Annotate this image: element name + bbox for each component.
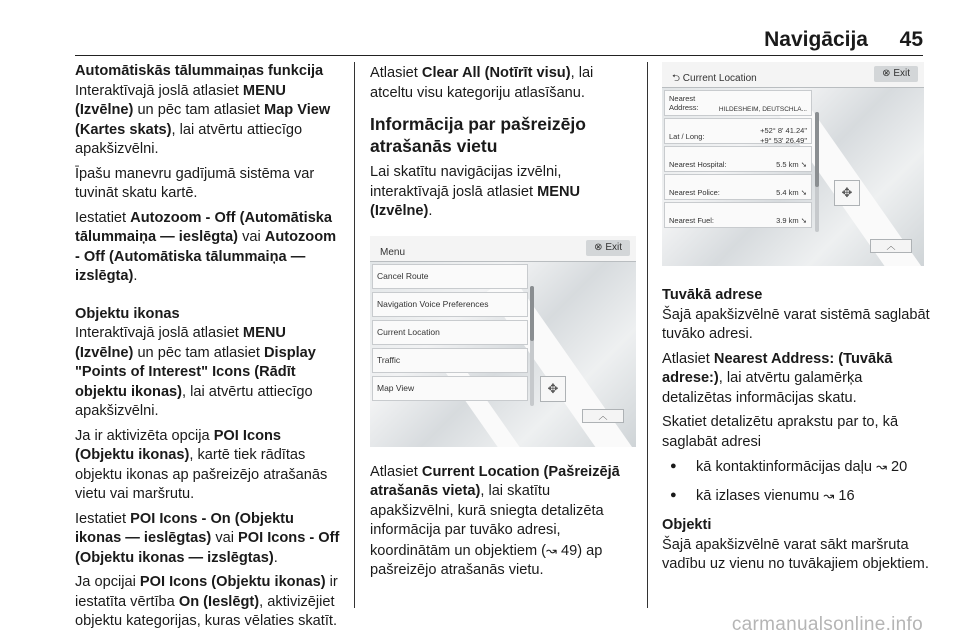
paragraph: Ja opcijai POI Icons (Objektu ikonas) ir iestatīta vērtība On (Ieslēgt), aktivizējiet objektu kategorijas, kuras vēlaties skatīt. [75,574,338,629]
section-heading-autozoom: Automātiskās tālummaiņas funkcija [75,63,324,79]
paragraph: Ja ir aktivizēta opcija POI Icons (Objektu ikonas), kartē tiek rādītas objektu ikonas ap pašreizējo atrašanās vietu vai maršrutu. [75,427,328,502]
menu-item-current-location[interactable]: Current Location [372,320,528,345]
section-heading-nearest-address: Tuvākā adrese [662,287,763,303]
paragraph: Šajā apakšizvēlnē varat sistēmā saglabāt tuvāko adresi. [662,306,930,342]
scrollbar-thumb[interactable] [530,286,534,341]
section-heading-current-location: Informācija par pašreizējo atrašanās vietu [370,114,586,156]
nearest-address-row[interactable] [664,90,812,116]
paragraph: Atlasiet Clear All (Notīrīt visu), lai atceltu visu kategoriju atlasīšanu. [370,65,594,101]
paragraph: Skatiet detalizētu aprakstu par to, kā saglabāt adresi [662,414,899,450]
column-3 [662,62,932,580]
list-item: ● kā izlases vienumu ↝ 16 [662,486,932,507]
reference-arrow-icon: ↝ [876,459,887,474]
compass-icon[interactable]: ✥ [834,180,860,206]
column-divider-2 [647,62,648,608]
row-value: 3.9 km ➘ [776,216,807,225]
paragraph: Interaktīvajā joslā atlasiet MENU (Izvēlne) un pēc tam atlasiet Display "Points of Interest" Icons (Rādīt objektu ikonas), lai atvērtu attiecīgo apakšizvēlni. [75,325,316,419]
back-arrow-icon[interactable]: ⮌ [672,73,681,84]
screen-title: ⮌ Current Location [672,73,757,84]
reference-arrow-icon: ↝ [823,487,835,503]
nearest-fuel-row[interactable] [664,202,812,228]
menu-scrollbar[interactable] [530,286,534,406]
header-rule [75,55,923,56]
chevron-up-icon[interactable]: ︿ [870,239,912,253]
paragraph: Lai skatītu navigācijas izvēlni, interaktīvajā joslā atlasiet MENU (Izvēlne). [370,164,581,219]
row-label: Lat / Long: [669,132,705,141]
section-heading-pois: Objekti [662,517,712,533]
row-label: Nearest Fuel: [669,216,715,225]
screen-title-bar [370,236,636,262]
chevron-up-icon[interactable]: ︿ [582,409,624,423]
column-1 [75,62,343,637]
row-value: 5.4 km ➘ [776,188,807,197]
row-value: +52° 8' 41.24" [760,126,807,135]
column-2 [370,64,635,586]
menu-item-map-view[interactable]: Map View [372,376,528,401]
row-value: +9° 53' 26.49" [760,136,807,145]
watermark: carmanualsonline.info [731,614,923,635]
screen-title-bar [662,62,924,88]
navigate-arrow-icon: ➘ [800,188,807,197]
exit-button[interactable]: ⊗ Exit [874,66,918,82]
reference-arrow-icon: ↝ [546,542,557,558]
paragraph: Interaktīvajā joslā atlasiet MENU (Izvēlne) un pēc tam atlasiet Map View (Kartes skats), lai atvērtu attiecīgo apakšizvēlni. [75,82,331,157]
navigate-arrow-icon: ➘ [800,216,807,225]
row-label: Nearest Police: [669,188,720,197]
menu-item-cancel-route[interactable]: Cancel Route [372,264,528,289]
current-location-screenshot [662,62,924,266]
nearest-police-row[interactable] [664,174,812,200]
paragraph: Īpašu manevru gadījumā sistēma var tuvināt skatu kartē. [75,165,315,201]
column-divider-1 [354,62,355,608]
list-scrollbar[interactable] [815,112,819,232]
lat-long-row[interactable] [664,118,812,144]
menu-screenshot [370,236,636,447]
paragraph: Šajā apakšizvēlnē varat sākt maršruta vadību uz vienu no tuvākajiem objektiem. [662,536,929,572]
section-heading-poi-icons: Objektu ikonas [75,305,180,322]
row-label: Nearest Hospital: [669,160,727,169]
compass-icon[interactable]: ✥ [540,376,566,402]
page-number: 45 [899,28,923,51]
menu-item-navigation-voice-preferences[interactable]: Navigation Voice Preferences [372,292,528,317]
row-label: Nearest Address: [669,94,699,112]
bullet-list [662,457,932,506]
page-header-title: Navigācija [764,28,868,51]
paragraph: Atlasiet Nearest Address: (Tuvākā adrese:), lai atvērtu galamērķa detalizētas informācijas skatu. [662,350,893,406]
list-item: ● kā kontaktinformācijas daļu ↝ 20 [662,457,932,478]
row-value: 5.5 km ➘ [776,160,807,169]
menu-list [372,264,528,404]
location-info-list [664,90,812,230]
scrollbar-thumb[interactable] [815,112,819,187]
menu-item-traffic[interactable]: Traffic [372,348,528,373]
exit-button[interactable]: ⊗ Exit [586,240,630,256]
nearest-hospital-row[interactable] [664,146,812,172]
navigate-arrow-icon: ➘ [800,160,807,169]
paragraph: Atlasiet Current Location (Pašreizējā atrašanās vieta), lai skatītu apakšizvēlni, kurā sniegta detalizēta informācija par tuvāko adresi, koordinātām un objektiem (↝ 49) ap pašreizējo atrašanās vietu. [370,463,620,578]
paragraph: Iestatiet POI Icons - On (Objektu ikonas — ieslēgtas) vai POI Icons - Off (Objektu ikonas — izslēgtas). [75,510,340,566]
paragraph: Iestatiet Autozoom - Off (Automātiska tālummaiņa — ieslēgta) vai Autozoom - Off (Automātiska tālummaiņa — izslēgta). [75,209,337,284]
row-value: HILDESHEIM, DEUTSCHLA... [718,106,807,113]
screen-title: Menu [380,246,406,258]
